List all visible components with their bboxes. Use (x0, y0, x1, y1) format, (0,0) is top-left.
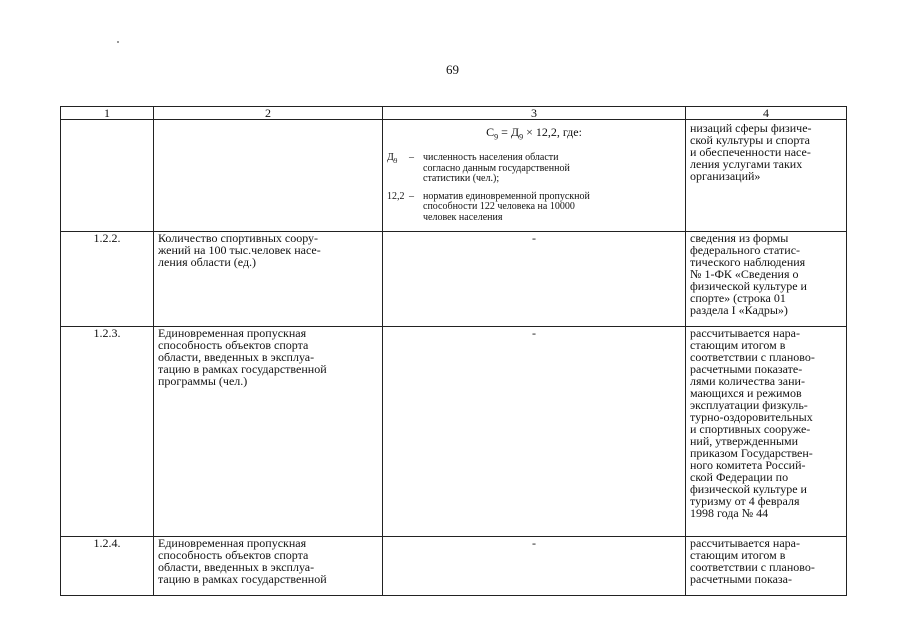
header-row (61, 107, 847, 120)
row-number: 1.2.2. (61, 232, 154, 327)
method-cell: - (383, 232, 686, 327)
header-col-1: 1 (61, 107, 154, 120)
indicator-name-cell (154, 120, 383, 232)
source-cell: рассчитывается нара- стающим итогом в соответствии с планово- расчетными показа- (686, 537, 847, 596)
table-row-continued (61, 120, 847, 232)
header-col-4: 4 (686, 107, 847, 120)
row-number: 1.2.4. (61, 537, 154, 596)
source-cell: сведения из формы федерального статис- тического наблюдения № 1-ФК «Сведения о физической культуре и спорте» (строка 01 раздела I «Кадры») (686, 232, 847, 327)
header-col-2: 2 (154, 107, 383, 120)
page-number: 69 (446, 62, 459, 77)
formula-cell (383, 120, 686, 232)
method-cell: - (383, 327, 686, 537)
header-col-3: 3 (383, 107, 686, 120)
table-row (61, 232, 847, 327)
source-cell: рассчитывается нара- стающим итогом в соответствии с планово- расчетными показате- лями количества зани- мающихся и режимов эксплуатации физкуль- турно-оздоровительных и спортивных сооруже- ний, утвержденными приказом Государствен- ного комитета Россий- ской Федерации по физической культуре и туризму от 4 февраля 1998 года № 44 (686, 327, 847, 537)
table-row (61, 537, 847, 596)
formula: $С_9 = Д_9 \times 12,2$, где: (486, 125, 582, 142)
source-cell: низаций сферы физиче- ской культуры и спорта и обеспеченности насе- ления услугами таких организаций» (686, 120, 847, 232)
table-row (61, 327, 847, 537)
formula-definition: $Д_9$ – численность населения области согласно данным государственной статистики (чел.); (387, 152, 570, 185)
row-number: 1.2.3. (61, 327, 154, 537)
row-number-cell (61, 120, 154, 232)
formula-definition: 12,2 – норматив единовременной пропускной способности 122 человека на 10000 человек населения (387, 190, 590, 223)
method-cell: - (383, 537, 686, 596)
indicator-name: Единовременная пропускная способность объектов спорта области, введенных в эксплуа- тацию в рамках государственной программы (чел.) (154, 327, 383, 537)
indicator-name: Единовременная пропускная способность объектов спорта области, введенных в эксплуа- тацию в рамках государственной (154, 537, 383, 596)
indicator-name: Количество спортивных соору- жений на 100 тыс.человек насе- ления области (ед.) (154, 232, 383, 327)
indicator-table (60, 106, 847, 596)
scan-speck (117, 41, 119, 43)
